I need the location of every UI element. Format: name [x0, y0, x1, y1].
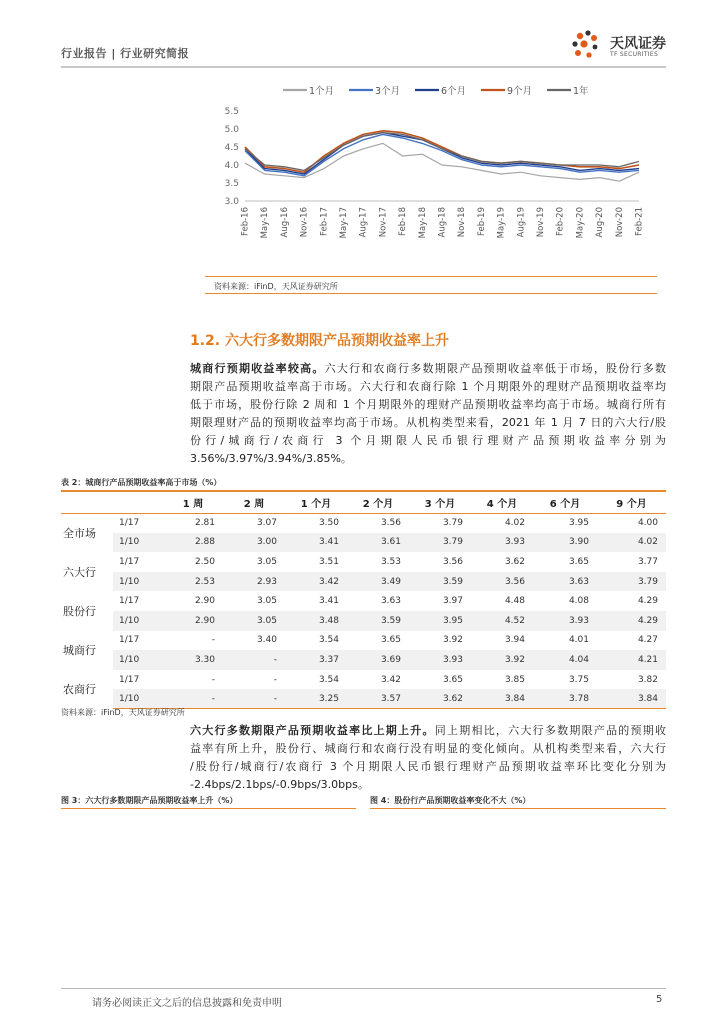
value-cell: 3.05	[256, 556, 277, 567]
table-row	[61, 591, 666, 611]
value-cell: 4.21	[597, 650, 666, 670]
value-cell: -	[211, 635, 215, 646]
para1-line-6: 3.56%/3.97%/3.94%/3.85%。	[190, 452, 352, 465]
header-divider	[61, 66, 666, 68]
x-tick-label: Nov-16	[299, 207, 310, 238]
value-cell: 2.93	[223, 572, 285, 592]
y-tick-label: 3.5	[224, 179, 239, 189]
x-tick-label: Feb-17	[319, 207, 330, 236]
x-tick-label: Aug-17	[358, 207, 369, 238]
column-header	[61, 491, 113, 513]
value-cell: 4.29	[597, 611, 666, 631]
value-cell: 3.82	[637, 674, 658, 685]
value-cell: 3.41	[285, 533, 347, 553]
figure-4-caption: 图 4：股份行产品预期收益率变化不大（%）	[370, 796, 531, 805]
column-header: 3 个月	[409, 491, 471, 513]
institution-label: 农商行	[61, 670, 113, 709]
value-cell: 4.02	[597, 533, 666, 553]
value-cell: 3.56	[442, 556, 463, 567]
institution-label: 城商行	[61, 631, 113, 670]
table-row	[61, 552, 666, 572]
logo-subtitle: TF SECURITIES	[610, 51, 659, 58]
value-cell: 4.08	[568, 596, 589, 607]
legend-label: 1年	[573, 86, 589, 97]
chart-source-note: 资料来源：iFinD，天风证券研究所	[214, 282, 338, 291]
column-header: 1 周	[163, 491, 223, 513]
value-cell: 3.56	[380, 518, 401, 529]
date-cell: 1/17	[119, 596, 140, 607]
x-tick-label: Nov-17	[378, 207, 389, 238]
yield-comparison-table	[61, 490, 666, 709]
y-tick-label: 5.5	[224, 107, 239, 117]
figure-3-caption: 图 3：六大行多数期限产品预期收益率上升（%）	[61, 796, 238, 805]
date-cell: 1/17	[119, 556, 140, 567]
x-tick-label: May-20	[575, 207, 586, 239]
value-cell: 3.59	[409, 572, 471, 592]
value-cell: -	[273, 674, 277, 685]
value-cell: 3.75	[568, 674, 589, 685]
y-tick-label: 5.0	[224, 125, 239, 135]
para1-line-1-rest: 六大行和农商行多数期限产品预期收益率低于市场，股份行多数	[324, 362, 667, 375]
value-cell: 2.81	[194, 518, 215, 529]
legend-label: 9个月	[507, 86, 533, 97]
value-cell: 3.84	[471, 689, 533, 709]
x-tick-label: Aug-16	[279, 207, 290, 238]
para1-line-2: 期限产品预期收益率高于市场。六大行和农商行除 1 个月期限外的理财产品预期收益率均	[190, 380, 666, 393]
legend-label: 6个月	[441, 86, 467, 97]
value-cell: 3.05	[256, 596, 277, 607]
value-cell: 3.92	[442, 635, 463, 646]
y-tick-label: 3.0	[224, 197, 239, 207]
date-cell: 1/10	[113, 611, 163, 631]
value-cell: 3.07	[256, 518, 277, 529]
value-cell: 3.62	[409, 689, 471, 709]
table-row	[61, 513, 666, 533]
report-type-header: 行业报告 | 行业研究简报	[61, 47, 190, 60]
value-cell: 3.93	[409, 650, 471, 670]
value-cell: -	[163, 689, 223, 709]
para2-line-1	[190, 722, 666, 740]
paragraph-big-six-rise	[190, 722, 666, 794]
value-cell: 3.69	[347, 650, 409, 670]
value-cell: -	[211, 674, 215, 685]
x-tick-label: Aug-19	[516, 207, 527, 238]
value-cell: 4.52	[471, 611, 533, 631]
value-cell: 3.51	[318, 556, 339, 567]
table-row	[61, 572, 666, 592]
value-cell: 3.93	[533, 611, 597, 631]
institution-label: 六大行	[61, 552, 113, 591]
value-cell: 3.61	[347, 533, 409, 553]
para2-line-1-rest: 同上期相比，六大行多数期限产品的预期收	[434, 724, 667, 737]
value-cell: 4.00	[637, 518, 658, 529]
value-cell: 3.90	[533, 533, 597, 553]
institution-label: 全市场	[61, 513, 113, 552]
value-cell: 4.27	[637, 635, 658, 646]
value-cell: 3.78	[533, 689, 597, 709]
paragraph-city-bank-yield	[190, 360, 666, 468]
column-header: 2 个月	[347, 491, 409, 513]
table-row	[61, 650, 666, 670]
para2-lead: 六大行多数期限产品预期收益率比上期上升。	[190, 724, 435, 737]
value-cell: 3.37	[285, 650, 347, 670]
value-cell: 2.53	[163, 572, 223, 592]
value-cell: 3.92	[471, 650, 533, 670]
footer-disclaimer: 请务必阅读正文之后的信息披露和免责申明	[92, 998, 282, 1009]
value-cell: 4.29	[637, 596, 658, 607]
legend-label: 1个月	[309, 86, 335, 97]
para2-line-3: /股份行/城商行/农商行 3 个月期限人民币银行理财产品预期收益率环比变化分别为	[190, 760, 666, 773]
table-row	[61, 689, 666, 709]
chart-bottom-rule	[205, 276, 657, 277]
series-line-6m	[245, 133, 639, 174]
table-row	[61, 631, 666, 651]
value-cell: 3.50	[318, 518, 339, 529]
value-cell: 3.48	[285, 611, 347, 631]
date-cell: 1/17	[119, 674, 140, 685]
value-cell: 4.04	[533, 650, 597, 670]
value-cell: 4.48	[504, 596, 525, 607]
x-tick-label: May-19	[496, 207, 507, 239]
value-cell: 4.01	[568, 635, 589, 646]
x-tick-label: Feb-21	[634, 207, 645, 236]
value-cell: 3.85	[504, 674, 525, 685]
value-cell: 3.65	[568, 556, 589, 567]
page-number: 5	[656, 994, 663, 1005]
column-header: 6 个月	[533, 491, 597, 513]
para1-line-3: 低于市场，股份行除 2 周和 1 个月期限外的理财产品预期收益率均高于市场。城商行所有	[190, 398, 666, 411]
institution-label: 股份行	[61, 591, 113, 630]
date-cell: 1/10	[113, 572, 163, 592]
value-cell: 3.79	[409, 533, 471, 553]
logo-name: 天风证券	[610, 36, 666, 52]
table-source-note: 资料来源：iFinD，天风证券研究所	[61, 708, 185, 717]
x-tick-label: Nov-18	[457, 207, 468, 238]
x-tick-label: Feb-19	[476, 207, 487, 236]
para1-lead: 城商行预期收益率较高。	[190, 362, 325, 375]
value-cell: 3.25	[285, 689, 347, 709]
value-cell: 3.42	[380, 674, 401, 685]
table-row	[61, 670, 666, 690]
value-cell: 3.77	[637, 556, 658, 567]
value-cell: 3.97	[442, 596, 463, 607]
section-title: 1.2. 六大行多数期限产品预期收益率上升	[190, 333, 449, 349]
column-header	[113, 491, 163, 513]
value-cell: 3.84	[597, 689, 666, 709]
column-header: 2 周	[223, 491, 285, 513]
value-cell: 3.30	[163, 650, 223, 670]
x-tick-label: Feb-20	[555, 207, 566, 236]
value-cell: 3.54	[318, 674, 339, 685]
para2-line-4: -2.4bps/2.1bps/-0.9bps/3.0bps。	[190, 778, 369, 791]
value-cell: 3.65	[380, 635, 401, 646]
para1-line-4: 期限理财产品的预期收益率均高于市场。从机构类型来看，2021 年 1 月 7 日的六大行/股	[190, 416, 666, 429]
x-tick-label: Nov-20	[614, 207, 625, 238]
value-cell: 4.02	[504, 518, 525, 529]
value-cell: 3.79	[442, 518, 463, 529]
value-cell: 3.93	[471, 533, 533, 553]
value-cell: 3.94	[504, 635, 525, 646]
date-cell: 1/10	[113, 650, 163, 670]
value-cell: 3.63	[380, 596, 401, 607]
figure-4-rule	[370, 808, 666, 809]
value-cell: 3.59	[347, 611, 409, 631]
value-cell: 2.90	[163, 611, 223, 631]
para1-line-1	[190, 360, 666, 378]
date-cell: 1/10	[113, 689, 163, 709]
x-tick-label: Feb-18	[398, 207, 409, 236]
value-cell: 3.40	[256, 635, 277, 646]
series-line-9m	[245, 131, 639, 172]
value-cell: 3.57	[347, 689, 409, 709]
date-cell: 1/10	[113, 533, 163, 553]
column-header: 4 个月	[471, 491, 533, 513]
table-header-row	[61, 491, 666, 513]
x-tick-label: Nov-19	[536, 207, 546, 238]
table-row	[61, 533, 666, 553]
value-cell: 2.90	[194, 596, 215, 607]
x-tick-label: May-18	[417, 207, 428, 239]
value-cell: 3.62	[504, 556, 525, 567]
para1-line-5: 份行/城商行/农商行 3 个月期限人民币银行理财产品预期收益率分别为	[190, 434, 666, 447]
table-caption: 表 2：城商行产品预期收益率高于市场（%）	[61, 478, 222, 487]
yield-trend-line-chart	[205, 78, 655, 276]
value-cell: 3.00	[223, 533, 285, 553]
value-cell: 3.65	[442, 674, 463, 685]
value-cell: 3.54	[318, 635, 339, 646]
series-line-3m	[245, 134, 639, 175]
chart-source-rule	[205, 293, 657, 294]
x-tick-label: May-17	[339, 207, 349, 239]
x-tick-label: Feb-16	[240, 207, 251, 236]
x-tick-label: Aug-18	[437, 207, 448, 238]
value-cell: 3.79	[597, 572, 666, 592]
value-cell: 3.95	[409, 611, 471, 631]
column-header: 1 个月	[285, 491, 347, 513]
value-cell: 3.41	[318, 596, 339, 607]
value-cell: 2.88	[163, 533, 223, 553]
value-cell: 3.63	[533, 572, 597, 592]
value-cell: -	[223, 689, 285, 709]
value-cell: 3.53	[380, 556, 401, 567]
y-tick-label: 4.0	[224, 161, 239, 171]
y-tick-label: 4.5	[224, 143, 239, 153]
footer-divider	[61, 988, 666, 989]
date-cell: 1/17	[119, 518, 140, 529]
value-cell: 3.95	[568, 518, 589, 529]
table-row	[61, 611, 666, 631]
value-cell: 3.49	[347, 572, 409, 592]
para2-line-2: 益率有所上升，股份行、城商行和农商行没有明显的变化倾向。从机构类型来看，六大行	[190, 742, 666, 755]
value-cell: 3.05	[223, 611, 285, 631]
legend-label: 3个月	[375, 86, 401, 97]
value-cell: -	[223, 650, 285, 670]
value-cell: 2.50	[194, 556, 215, 567]
value-cell: 3.56	[471, 572, 533, 592]
value-cell: 3.42	[285, 572, 347, 592]
date-cell: 1/17	[119, 635, 140, 646]
x-tick-label: May-16	[260, 207, 271, 239]
column-header: 9 个月	[597, 491, 666, 513]
figure-3-rule	[61, 808, 356, 809]
x-tick-label: Aug-20	[595, 207, 606, 238]
